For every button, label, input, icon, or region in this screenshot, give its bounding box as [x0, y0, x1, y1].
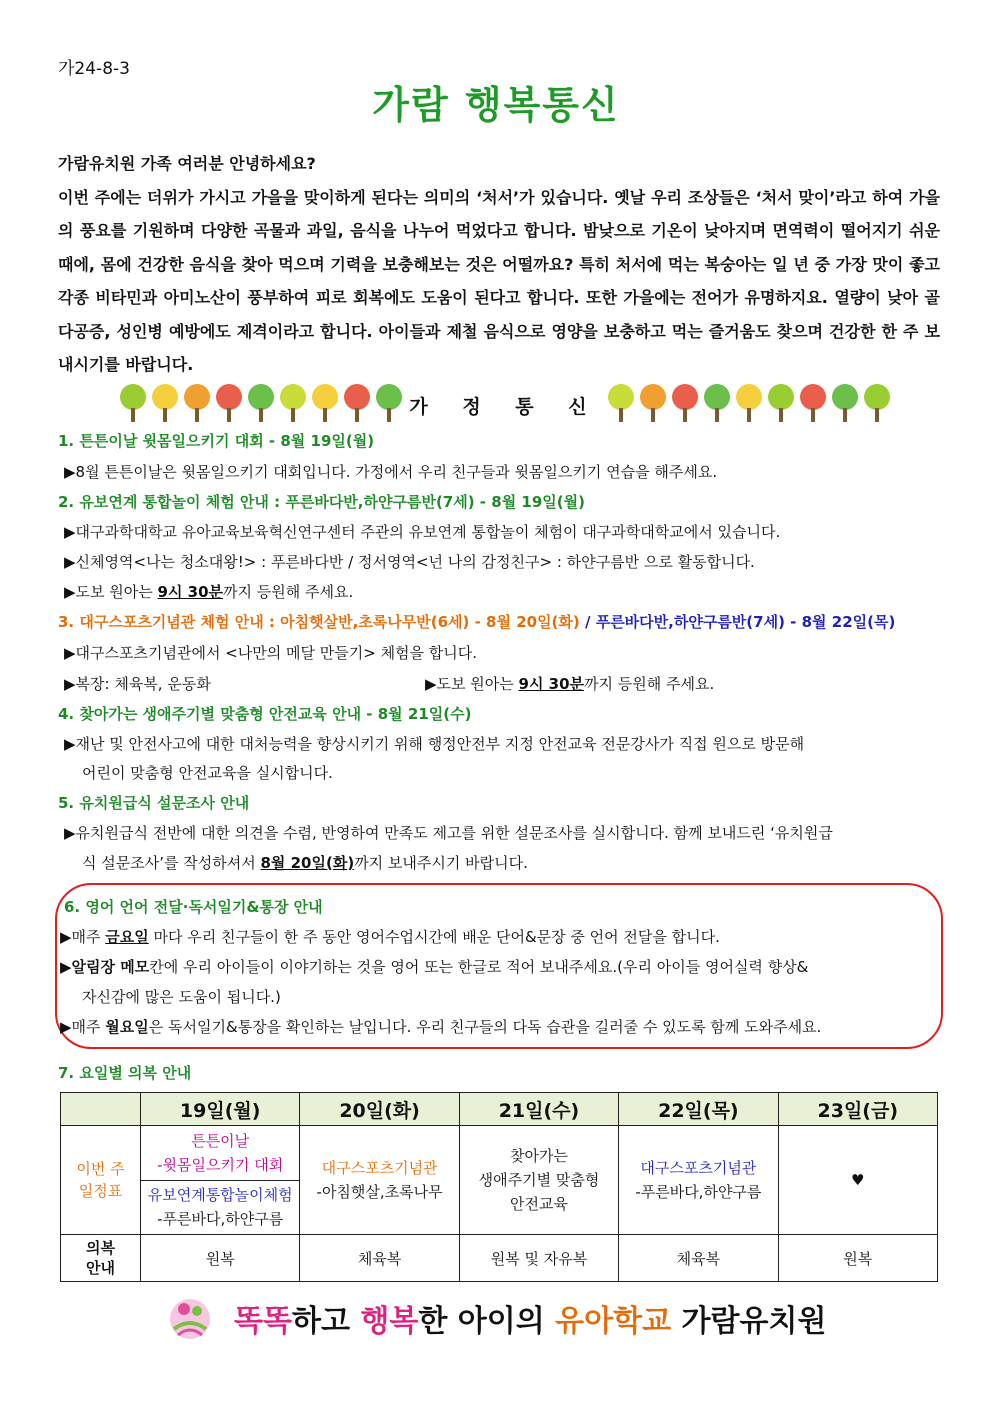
intro-text [58, 147, 940, 382]
text: 은 독서일기&통장을 확인하는 날입니다. 우리 친구들의 다독 습관을 길러줄 수 있도록 함께 도와주세요. [148, 1018, 822, 1036]
section-5-line-1: ▶유치원급식 전반에 대한 의견을 수렴, 반영하여 만족도 제고를 위한 설문조사를 실시합니다. 함께 보내드린 ‘유치원급 [64, 824, 833, 842]
memo-emphasis: 알림장 메모 [71, 958, 150, 976]
tree-icon [832, 384, 858, 422]
text: 가람유치원 [671, 1304, 827, 1339]
text: 대구스포츠기념관 [640, 1159, 757, 1177]
text: 3. 대구스포츠기념관 체험 안내 : [58, 613, 281, 631]
table-cell-mon [141, 1126, 300, 1235]
section-3-line-2: ▶복장: 체육복, 운동화 [64, 675, 211, 693]
text: 유보연계통합놀이체험 [147, 1186, 293, 1205]
section-3-line-1: ▶대구스포츠기념관에서 <나만의 메달 만들기> 체험을 합니다. [64, 644, 478, 662]
text: 튼튼이날 [191, 1131, 250, 1150]
group-7-schedule: 푸른바다반,하얀구름반(7세) - 8월 22일(목) [595, 613, 896, 631]
tree-icon [736, 384, 762, 422]
text: -윗몸일으키기 대회 [157, 1155, 284, 1174]
arrival-time: 9시 30분 [518, 675, 585, 693]
banner-title: 가 정 통 신 [409, 396, 601, 418]
row-label-schedule: 이번 주 일정표 [61, 1126, 141, 1235]
table-cell: 원복 및 자유복 [459, 1235, 618, 1282]
separator: / [579, 613, 596, 631]
section-7-heading: 7. 요일별 의복 안내 [58, 1064, 192, 1082]
text: ▶매주 [60, 1018, 106, 1036]
section-3-line-3 [425, 673, 714, 694]
section-3-heading [58, 611, 895, 632]
split-cell [141, 1126, 299, 1234]
arrival-time: 9시 30분 [157, 583, 224, 601]
table-cell: 체육복 [619, 1235, 778, 1282]
text: 하고 [291, 1304, 361, 1339]
table-header-cell: 23일(금) [778, 1093, 937, 1126]
section-2-line-1: ▶대구과학대학교 유아교육보육혁신연구센터 주관의 유보연계 통합놀이 체험이 대구과학대학교에서 있습니다. [64, 523, 781, 541]
text: 안내 [86, 1259, 115, 1277]
monday-emphasis: 월요일 [105, 1018, 149, 1036]
section-2-line-2: ▶신체영역<나는 청소대왕!> : 푸른바다반 / 정서영역<넌 나의 감정친구> : 하얀구름반 으로 활동합니다. [64, 553, 755, 571]
table-cell: 원복 [778, 1235, 937, 1282]
text: -푸른바다,하얀구름 [157, 1210, 284, 1229]
table-header-cell [61, 1093, 141, 1126]
section-4-line-1: ▶재난 및 안전사고에 대한 대처능력을 향상시키기 위해 행정안전부 지정 안전교육 전문강사가 직접 원으로 방문해 [64, 735, 805, 753]
tree-decoration-right [608, 384, 890, 422]
table-header-cell: 19일(월) [141, 1093, 300, 1126]
text: 칸에 우리 아이들이 이야기하는 것을 영어 또는 한글로 적어 보내주세요.(우리 아이들 영어실력 향상& [149, 958, 809, 976]
text: ▶ [60, 958, 72, 976]
text: 똑똑 [234, 1304, 292, 1339]
text: 의복 [86, 1239, 115, 1257]
section-5-heading: 5. 유치원급식 설문조사 안내 [58, 794, 250, 812]
heart-icon: ♥ [851, 1171, 865, 1189]
table-cell: 체육복 [300, 1235, 459, 1282]
table-cell-wed [459, 1126, 618, 1235]
tree-icon [704, 384, 730, 422]
text: ▶매주 [60, 928, 106, 946]
table-cell: 원복 [141, 1235, 300, 1282]
text: -아침햇살,초록나무 [316, 1183, 443, 1201]
text: ▶도보 원아는 [425, 675, 519, 693]
section-1-line: ▶8월 튼튼이날은 윗몸일으키기 대회입니다. 가정에서 우리 친구들과 윗몸일으키기 연습을 해주세요. [64, 463, 718, 481]
tree-icon [800, 384, 826, 422]
kindergarten-logo-icon [166, 1295, 214, 1343]
due-date: 8월 20일(화) [260, 854, 355, 872]
table-row [61, 1126, 938, 1235]
section-2-line-3 [64, 581, 353, 602]
text: 행복 [360, 1304, 419, 1339]
group-6-schedule: 아침햇살반,초록나무반(6세) - 8월 20일(화) [280, 613, 580, 631]
friday-emphasis: 금요일 [105, 928, 149, 946]
text: -푸른바다,하얀구름 [635, 1183, 762, 1201]
text: 생애주기별 맞춤형 [478, 1171, 600, 1189]
document-number: 가24-8-3 [58, 59, 130, 79]
section-2-heading: 2. 유보연계 통합놀이 체험 안내 : 푸른바다반,하얀구름반(7세) - 8월 19일(월) [58, 493, 585, 511]
tree-icon [608, 384, 634, 422]
weekly-schedule-table [60, 1092, 938, 1282]
section-6-line-1 [60, 926, 720, 947]
text: 찾아가는 [509, 1147, 568, 1165]
table-row [61, 1235, 938, 1282]
section-6-line-2 [60, 956, 808, 977]
table-header-row [61, 1093, 938, 1126]
text: 유아학교 [555, 1304, 672, 1339]
table-header-cell: 20일(화) [300, 1093, 459, 1126]
table-cell-fri [778, 1126, 937, 1235]
section-1-heading: 1. 튼튼이날 윗몸일으키기 대회 - 8월 19일(월) [58, 432, 375, 450]
text: 식 설문조사’를 작성하셔서 [82, 854, 261, 872]
text: 마다 우리 친구들이 한 주 동안 영어수업시간에 배운 단어&문장 중 언어 전달을 합니다. [148, 928, 720, 946]
table-header-cell: 22일(목) [619, 1093, 778, 1126]
tree-icon [640, 384, 666, 422]
text: 대구스포츠기념관 [321, 1159, 438, 1177]
table-cell-tue [300, 1126, 459, 1235]
section-6-heading: 6. 영어 언어 전달·독서일기&통장 안내 [64, 898, 323, 916]
cell-bottom [141, 1181, 299, 1235]
intro-greeting: 가람유치원 가족 여러분 안녕하세요? [58, 154, 316, 173]
section-6-line-4 [60, 1016, 821, 1037]
section-4-heading: 4. 찾아가는 생애주기별 맞춤형 안전교육 안내 - 8월 21일(수) [58, 705, 472, 723]
table-cell-thu [619, 1126, 778, 1235]
section-5-line-2 [82, 852, 528, 873]
text: 까지 보내주시기 바랍니다. [354, 854, 528, 872]
tree-icon [768, 384, 794, 422]
text: ▶도보 원아는 [64, 583, 158, 601]
text: 안전교육 [509, 1195, 568, 1213]
home-notice-banner [120, 384, 890, 424]
text: 한 아이의 [418, 1304, 556, 1339]
text: 까지 등원해 주세요. [584, 675, 715, 693]
footer-slogan [0, 1296, 992, 1347]
row-label-clothing [61, 1235, 141, 1282]
page-title: 가람 행복통신 [372, 83, 620, 127]
tree-icon [864, 384, 890, 422]
table-header-cell: 21일(수) [459, 1093, 618, 1126]
section-4-line-2: 어린이 맞춤형 안전교육을 실시합니다. [82, 764, 333, 782]
cell-top [141, 1126, 299, 1181]
intro-body: 이번 주에는 더위가 가시고 가을을 맞이하게 된다는 의미의 ‘처서’가 있습니다. 옛날 우리 조상들은 ‘처서 맞이’라고 하여 가을의 풍요를 기원하며 다양한 곡물과 과일, 음식을 나누어 먹었다고 합니다. 밤낮으로 기온이 낮아지며 면역력이 떨어지기 쉬운 때에, 몸에 건강한 음식을 찾아 먹으며 기력을 보충해보는 것은 어떨까요? 특히 처서에 먹는 복숭아는 일 년 중 가장 맛이 좋고 각종 비타민과 아미노산이 풍부하여 피로 회복에도 도움이 된다고 합니다. 또한 가을에는 전어가 유명하지요. 열량이 낮아 골다공증, 성인병 예방에도 제격이라고 합니다. 아이들과 제철 음식으로 영양을 보충하고 먹는 즐거움도 찾으며 건강한 한 주 보내시기를 바랍니다. [58, 187, 940, 374]
tree-icon [672, 384, 698, 422]
section-6-line-3: 자신감에 많은 도움이 됩니다.) [82, 988, 281, 1006]
text: 까지 등원해 주세요. [223, 583, 354, 601]
